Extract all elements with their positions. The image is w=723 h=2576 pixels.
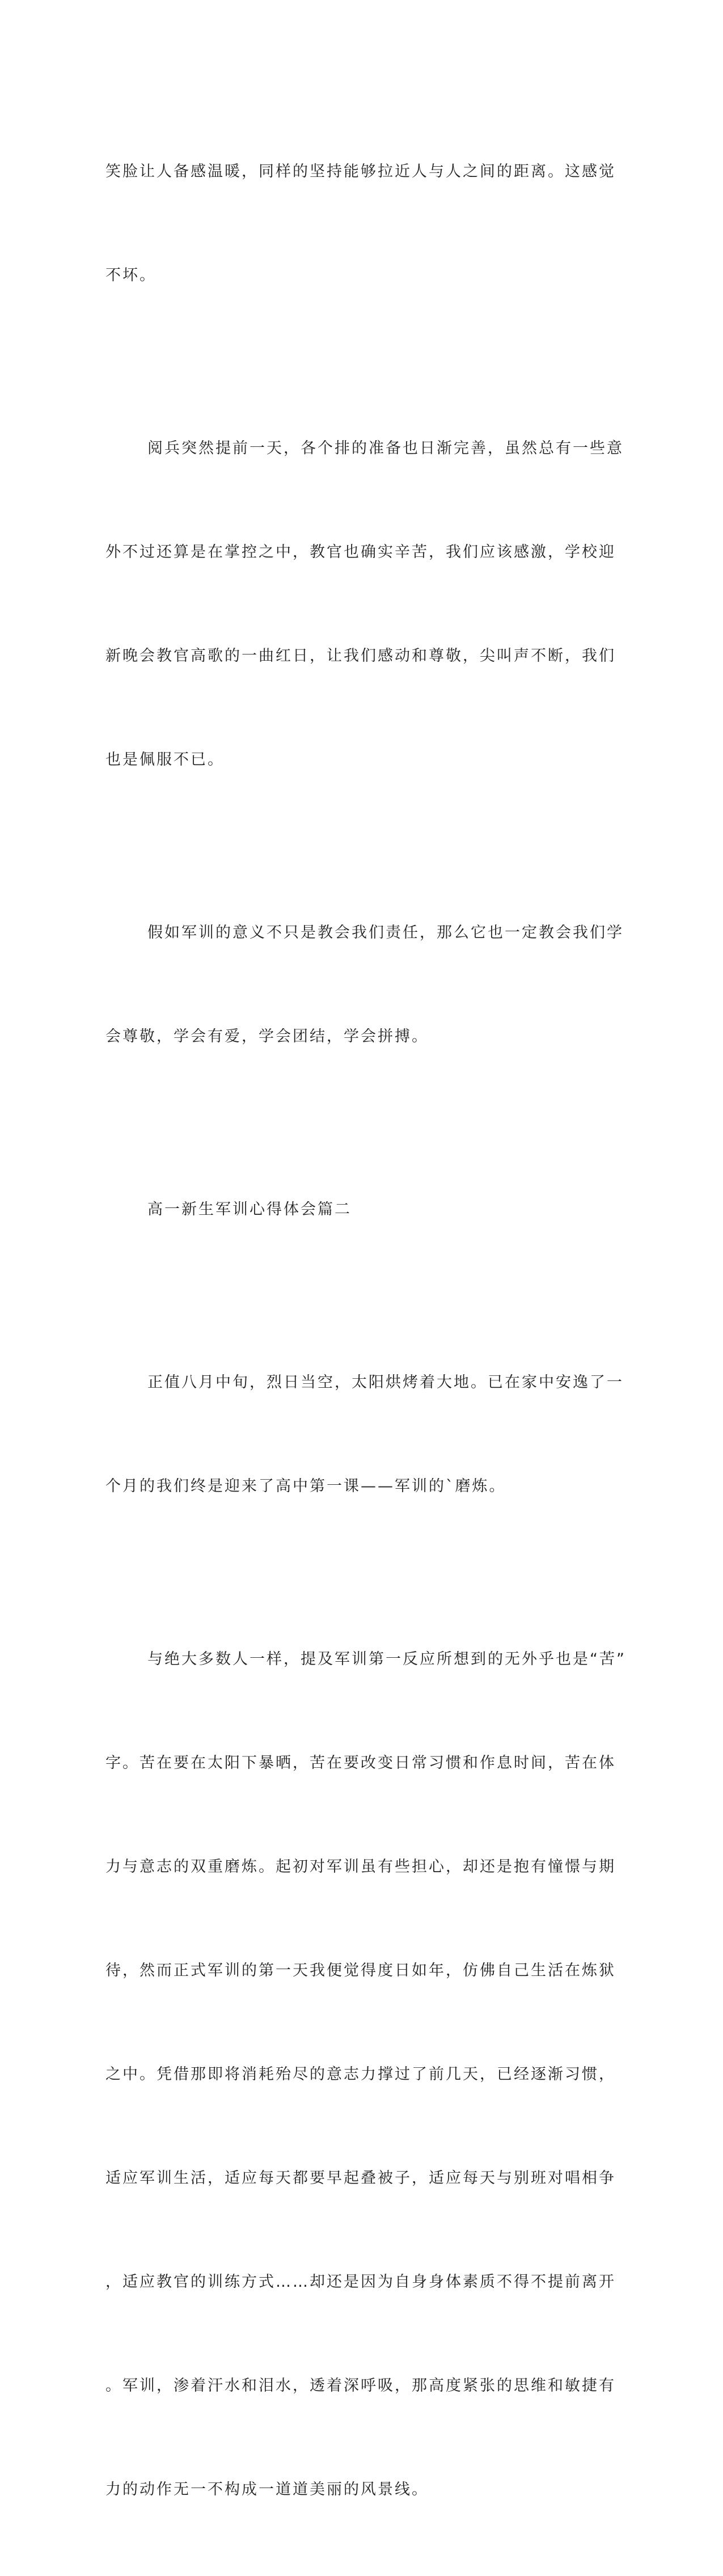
- heading-line: 高一新生军训心得体会篇二: [147, 1201, 352, 1218]
- text-line: 待，然而正式军训的第一天我便觉得度日如年，仿佛自己生活在炼狱: [105, 1962, 616, 1979]
- text-line: 。军训，渗着汗水和泪水，透着深呼吸，那高度紧张的思维和敏捷有: [105, 2377, 616, 2395]
- paragraph: [105, 846, 624, 1123]
- paragraph: [105, 1296, 624, 1573]
- text-line: 正值八月中旬，烈日当空，太阳烘烤着大地。已在家中安逸了一: [147, 1374, 624, 1391]
- text-line: 字。苦在要在太阳下暴晒，苦在要改变日常习惯和作息时间，苦在体: [105, 1754, 616, 1772]
- text-line: 力的动作无一不构成一道道美丽的风景线。: [105, 2481, 429, 2498]
- text-line: 个月的我们终是迎来了高中第一课——军训的`磨炼。: [105, 1477, 506, 1495]
- text-line: 适应军训生活，适应每天都要早起叠被子，适应每天与别班对唱相争: [105, 2169, 616, 2187]
- text-line: 力与意志的双重磨炼。起初对军训虽有些担心，却还是抱有憧憬与期: [105, 1858, 616, 1876]
- text-line: 与绝大多数人一样，提及军训第一反应所想到的无外乎也是“苦”: [147, 1650, 626, 1668]
- paragraph: [105, 362, 624, 846]
- text-line: 不坏。: [105, 267, 157, 284]
- text-line: 新晚会教官高歌的一曲红日，让我们感动和尊敬，尖叫声不断，我们: [105, 647, 616, 665]
- text-line: 笑脸让人备感温暖，同样的坚持能够拉近人与人之间的距离。这感觉: [105, 163, 616, 180]
- text-line: 会尊敬，学会有爱，学会团结，学会拼搏。: [105, 1028, 429, 1045]
- text-line: 外不过还算是在掌控之中，教官也确实辛苦，我们应该感激，学校迎: [105, 543, 616, 561]
- paragraph: [105, 85, 616, 362]
- paragraph: [105, 1573, 626, 2576]
- text-line: 假如军训的意义不只是教会我们责任，那么它也一定教会我们学: [147, 924, 624, 941]
- section-heading: [105, 1123, 599, 1296]
- text-line: 也是佩服不已。: [105, 751, 225, 768]
- document-body: [105, 85, 626, 2576]
- text-line: ，适应教官的训练方式……却还是因为自身身体素质不得不提前离开: [105, 2273, 616, 2291]
- text-line: 阅兵突然提前一天，各个排的准备也日渐完善，虽然总有一些意: [147, 440, 624, 457]
- text-line: 之中。凭借那即将消耗殆尽的意志力撑过了前几天，已经逐渐习惯，: [105, 2066, 616, 2083]
